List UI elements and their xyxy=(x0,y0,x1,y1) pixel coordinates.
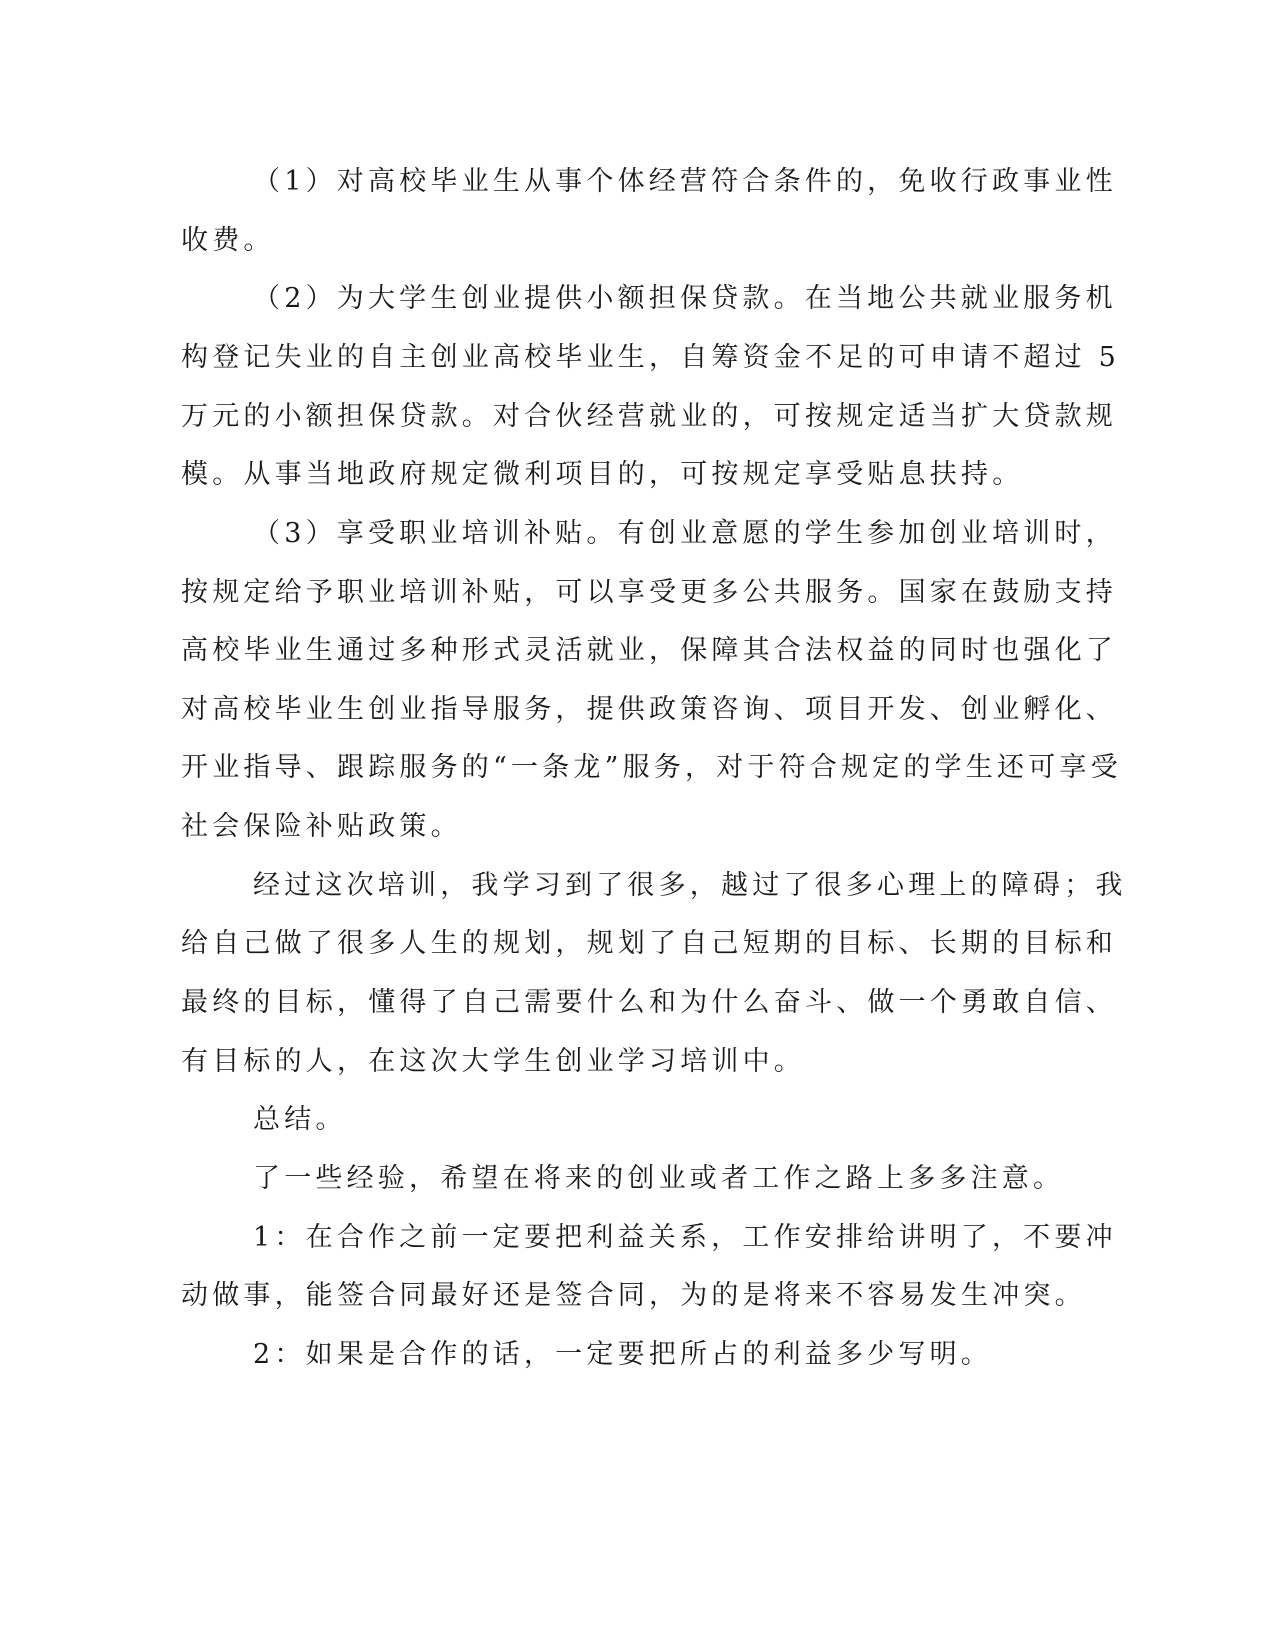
paragraph-line: 了一些经验，希望在将来的创业或者工作之路上多多注意。 xyxy=(253,1163,1065,1194)
paragraph-line: 总结。 xyxy=(253,1104,347,1135)
paragraph-line: 最终的目标，懂得了自己需要什么和为什么奋斗、做一个勇敢自信、 xyxy=(181,987,1117,1018)
paragraph-line: 万元的小额担保贷款。对合伙经营就业的，可按规定适当扩大贷款规 xyxy=(181,401,1117,432)
paragraph-line: 1：在合作之前一定要把利益关系，工作安排给讲明了，不要冲 xyxy=(253,1222,1117,1253)
paragraph-line: 对高校毕业生创业指导服务，提供政策咨询、项目开发、创业孵化、 xyxy=(181,694,1117,725)
paragraph-line: 给自己做了很多人生的规划，规划了自己短期的目标、长期的目标和 xyxy=(181,928,1117,959)
paragraph-line: 经过这次培训，我学习到了很多，越过了很多心理上的障碍；我 xyxy=(253,870,1127,901)
paragraph-line: 构登记失业的自主创业高校毕业生，自筹资金不足的可申请不超过 5 xyxy=(181,342,1120,373)
paragraph-line: 社会保险补贴政策。 xyxy=(181,811,462,842)
paragraph-line: （2）为大学生创业提供小额担保贷款。在当地公共就业服务机 xyxy=(253,283,1117,314)
paragraph-line: 按规定给予职业培训补贴，可以享受更多公共服务。国家在鼓励支持 xyxy=(181,577,1117,608)
paragraph-line: 有目标的人，在这次大学生创业学习培训中。 xyxy=(181,1046,805,1077)
paragraph-line: 开业指导、跟踪服务的“一条龙”服务，对于符合规定的学生还可享受 xyxy=(181,752,1122,783)
paragraph-line: （3）享受职业培训补贴。有创业意愿的学生参加创业培训时， xyxy=(253,518,1117,549)
paragraph-line: 模。从事当地政府规定微利项目的，可按规定享受贴息扶持。 xyxy=(181,459,1024,490)
paragraph-line: （1）对高校毕业生从事个体经营符合条件的，免收行政事业性 xyxy=(253,166,1117,197)
paragraph-line: 高校毕业生通过多种形式灵活就业，保障其合法权益的同时也强化了 xyxy=(181,635,1117,666)
paragraph-line: 动做事，能签合同最好还是签合同，为的是将来不容易发生冲突。 xyxy=(181,1280,1086,1311)
paragraph-line: 2：如果是合作的话，一定要把所占的利益多少写明。 xyxy=(253,1339,992,1370)
paragraph-line: 收费。 xyxy=(181,225,275,256)
